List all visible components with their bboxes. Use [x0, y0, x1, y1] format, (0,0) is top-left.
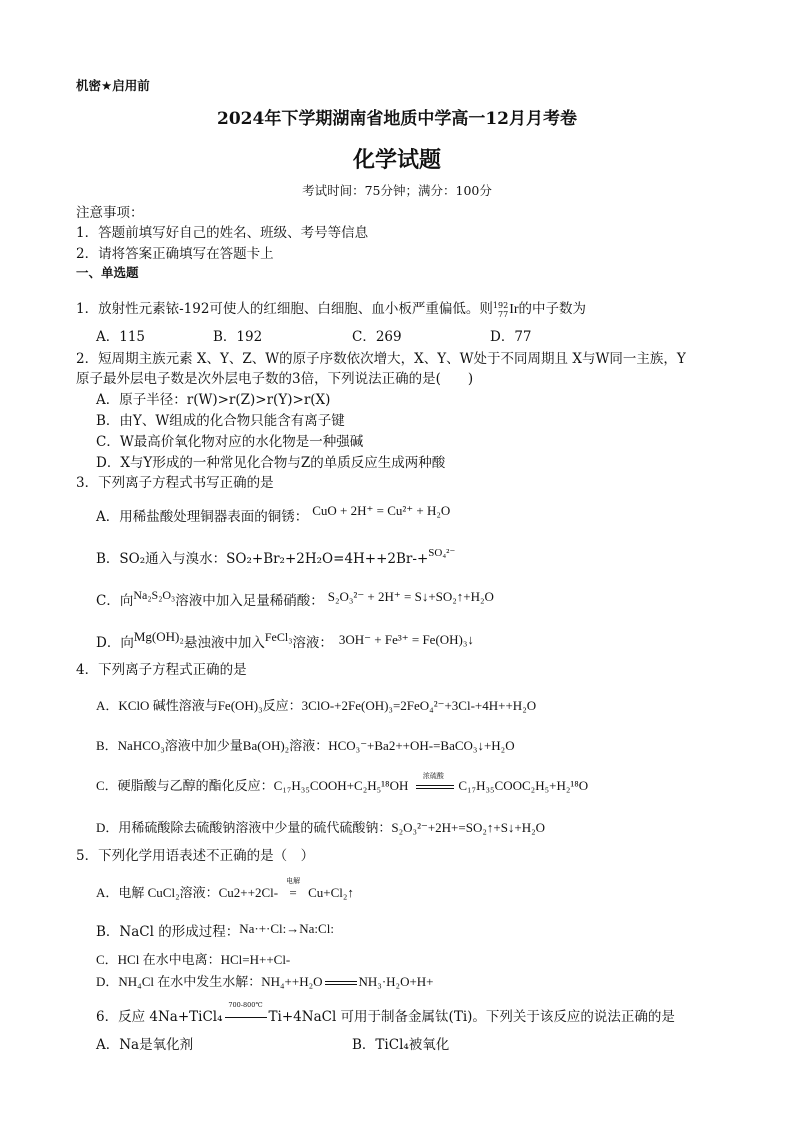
- option-a: [96, 503, 451, 526]
- option-text: 溶液中加入足量稀硝酸：: [175, 593, 324, 609]
- sulfate-ion: SO₄²⁻: [428, 547, 456, 559]
- reaction-arrow: [225, 1001, 267, 1026]
- question-6-stem: [96, 1001, 675, 1026]
- option-d: [96, 973, 434, 991]
- question-stem-tail: 的中子数为: [518, 301, 587, 317]
- arrow-line: [416, 785, 454, 789]
- option-b: [96, 547, 456, 569]
- option-a: [96, 877, 354, 902]
- question-1-stem: [76, 300, 586, 319]
- mass-number: 192: [492, 300, 509, 310]
- atomic-number: 77: [498, 309, 509, 319]
- option-c: C．HCl 在水中电离：HCl=H++Cl-: [96, 952, 291, 967]
- arrow-line: [225, 1017, 267, 1018]
- equation-right: C₁₇H₃₅COOC₂H₅+H₂¹⁸O: [458, 778, 589, 793]
- equals-sign: =: [289, 885, 297, 900]
- option-a: A．KClO 碱性溶液与Fe(OH)₃反应：3ClO-+2Fe(OH)₃=2FeO₄²⁻+3Cl-+4H++H₂O: [96, 698, 537, 713]
- option-text: 溶液：: [292, 635, 333, 651]
- option-a: A．原子半径：r(W)>r(Z)>r(Y)>r(X): [96, 392, 331, 408]
- option-d: D．77: [490, 329, 532, 345]
- equation: S₂O₃²⁻ + 2H⁺ = S↓+SO₂↑+H₂O: [327, 589, 494, 604]
- equation: CuO + 2H⁺ = Cu²⁺ + H₂O: [312, 503, 451, 518]
- electron-dot-equation: Na·+·Cl:→Na:Cl:: [239, 921, 334, 936]
- reagent: Mg(OH)₂: [133, 629, 184, 644]
- question-stem-text: Ti+4NaCl 可用于制备金属钛(Ti)。下列关于该反应的说法正确的是: [268, 1009, 675, 1025]
- reaction-condition: 电解: [286, 877, 301, 885]
- option-b: B．NaHCO₃溶液中加少量Ba(OH)₂溶液：HCO₃⁻+Ba2++OH-=BaCO₃↓+H₂O: [96, 738, 515, 753]
- exam-title: 2024年下学期湖南省地质中学高一12月月考卷: [217, 109, 577, 129]
- option-c: C．W最高价氧化物对应的水化物是一种强碱: [96, 434, 364, 450]
- equation-right: NH₃·H₂O+H+: [358, 974, 434, 989]
- equation-right: Cu+Cl₂↑: [308, 885, 354, 900]
- isotope-notation: [493, 301, 508, 319]
- option-prefix: D．向: [96, 635, 134, 651]
- equilibrium-arrow: [325, 981, 357, 985]
- option-text: B．SO₂通入与溴水：SO₂+Br₂+2H₂O=4H++2Br-+: [96, 551, 429, 567]
- option-text: B．NaCl 的形成过程：: [96, 924, 240, 940]
- option-d: D．用稀硫酸除去硫酸钠溶液中少量的硫代硫酸钠：S₂O₃²⁻+2H+=SO₂↑+S↓+H₂O: [96, 820, 546, 835]
- equation-left: 6．反应 4Na+TiCl₄: [96, 1009, 223, 1025]
- question-4-stem: 4．下列离子方程式正确的是: [76, 662, 247, 678]
- question-3-stem: 3．下列离子方程式书写正确的是: [76, 475, 274, 491]
- equation-left: A．电解 CuCl₂溶液：Cu2++2Cl-: [96, 885, 279, 900]
- option-b: B．TiCl₄被氧化: [352, 1037, 450, 1053]
- option-b: B．由Y、W组成的化合物只能含有离子键: [96, 413, 345, 429]
- reaction-condition: 700-800℃: [228, 1001, 263, 1009]
- equation-left: D．NH₄Cl 在水中发生水解：NH₄++H₂O: [96, 974, 323, 989]
- question-stem-text: 1．放射性元素铱-192可使人的红细胞、白细胞、血小板严重偏低。则: [76, 301, 493, 317]
- notes-heading: 注意事项：: [76, 205, 144, 221]
- option-a: A．Na是氧化剂: [96, 1037, 194, 1053]
- question-2-stem-line2: 原子最外层电子数是次外层电子数的3倍，下列说法正确的是( ): [76, 371, 474, 387]
- option-c: C．269: [352, 329, 402, 345]
- confidential-label: 机密★启用前: [76, 78, 150, 93]
- note-item: 1．答题前填写好自己的姓名、班级、考号等信息: [76, 225, 369, 241]
- isotope-symbol: Ir: [509, 302, 519, 317]
- option-a: A．115: [96, 329, 146, 345]
- electrolysis-sign: [282, 877, 304, 902]
- option-d: [96, 629, 474, 652]
- option-text: 悬浊液中加入: [183, 635, 265, 651]
- reagent: FeCl₃: [264, 630, 293, 644]
- equilibrium-arrow: [414, 772, 452, 795]
- reagent: Na₂S₂O₃: [133, 588, 176, 602]
- option-prefix: C．向: [96, 593, 134, 609]
- option-text: A．用稀盐酸处理铜器表面的铜锈：: [96, 509, 309, 525]
- subject-title: 化学试题: [352, 147, 441, 173]
- option-c: [96, 588, 494, 610]
- section-heading: 一、单选题: [76, 265, 139, 280]
- option-b: B．192: [213, 329, 263, 345]
- note-item: 2．请将答案正确填写在答题卡上: [76, 246, 274, 262]
- exam-time-info: 考试时间：75分钟；满分：100分: [302, 183, 492, 198]
- equation: 3OH⁻ + Fe³⁺ = Fe(OH)₃↓: [338, 632, 474, 647]
- option-b: [96, 923, 334, 941]
- question-5-stem: 5．下列化学用语表述不正确的是（ ）: [76, 848, 315, 864]
- option-d: D．X与Y形成的一种常见化合物与Z的单质反应生成两种酸: [96, 455, 446, 471]
- reaction-condition: 浓硫酸: [422, 772, 444, 780]
- question-2-stem-line1: 2．短周期主族元素 X、Y、Z、W的原子序数依次增大，X、Y、W处于不同周期且 X与W同一主族，Y: [76, 351, 686, 367]
- equation-left: C．硬脂酸与乙醇的酯化反应：C₁₇H₃₅COOH+C₂H₅¹⁸OH: [96, 778, 409, 793]
- option-c: [96, 772, 589, 795]
